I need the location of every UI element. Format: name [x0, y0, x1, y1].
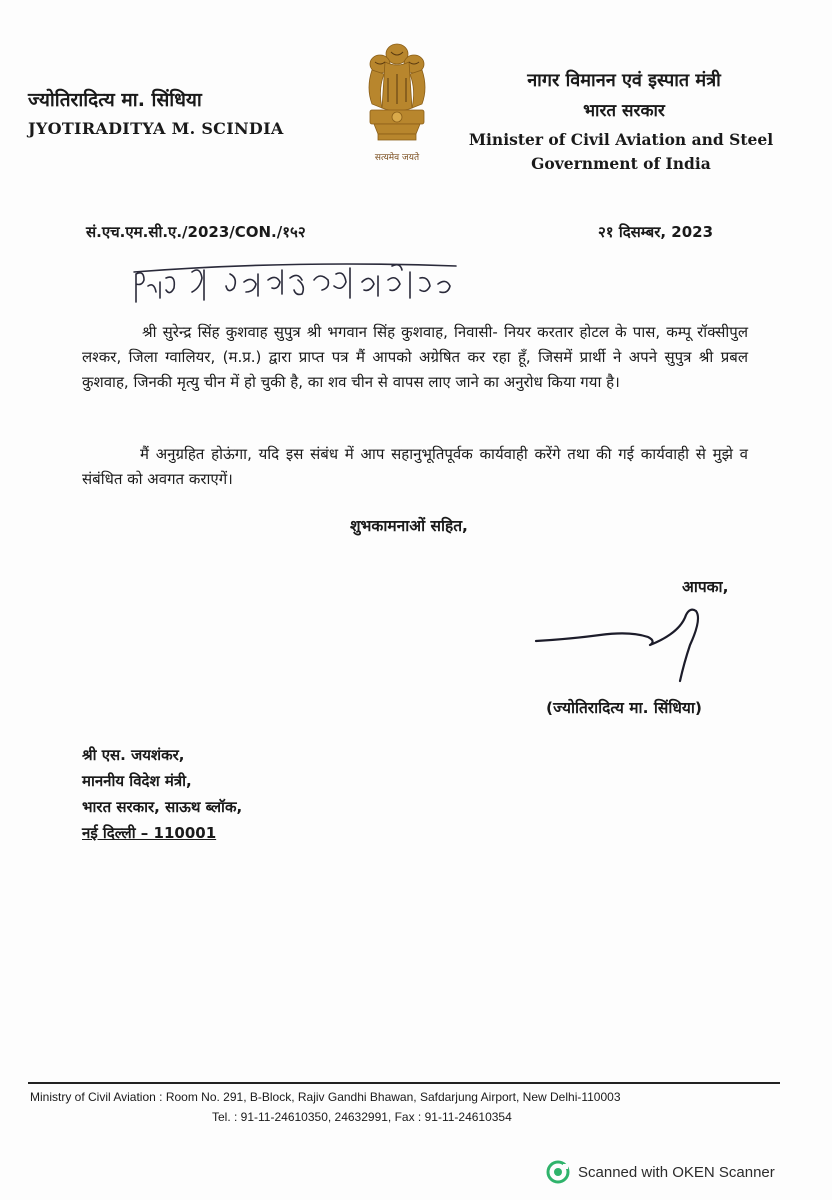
footer-divider	[28, 1082, 780, 1084]
signature-image	[530, 605, 750, 685]
addressee-line-2: माननीय विदेश मंत्री,	[82, 772, 192, 790]
body-paragraph-2: मैं अनुग्रहित होऊंगा, यदि इस संबंध में आप सहानुभूतिपूर्वक कार्यवाही करेंगे तथा की गई कार्यवाही से मुझे व संबंधित को अवगत कराएगें।	[82, 445, 748, 488]
designation-english-line2: Government of India	[531, 154, 711, 173]
scanner-badge	[546, 1160, 775, 1184]
addressee-line-1: श्री एस. जयशंकर,	[82, 746, 185, 764]
footer-address: Ministry of Civil Aviation : Room No. 291, B-Block, Rajiv Gandhi Bhawan, Safdarjung Airport, New Delhi-110003	[30, 1090, 621, 1104]
body-paragraph-1: श्री सुरेन्द्र सिंह कुशवाह सुपुत्र श्री भगवान सिंह कुशवाह, निवासी- नियर करतार होटल के पास, कम्पू रॉक्सीपुल लश्कर, जिला ग्वालियर, (म.प्र.) द्वारा प्राप्त पत्र मैं आपको अग्रेषित कर रहा हूँ, जिसमें प्रार्थी ने अपने सुपुत्र श्री प्रबल कुशवाह, जिनकी मृत्यु चीन में हो चुकी है, का शव चीन से वापस लाए जाने का अनुरोध किया गया है।	[82, 323, 748, 391]
designation-english-line1: Minister of Civil Aviation and Steel	[468, 130, 774, 149]
scanner-label: Scanned with OKEN Scanner	[578, 1163, 775, 1181]
designation-hindi-line2: भारत सरकार	[583, 101, 665, 121]
footer-contact: Tel. : 91-11-24610350, 24632991, Fax : 91-11-24610354	[212, 1110, 512, 1124]
oken-scanner-icon	[546, 1160, 570, 1184]
addressee-line-3: भारत सरकार, साऊथ ब्लॉक,	[82, 798, 243, 816]
emblem-motto: सत्यमेव जयते	[374, 153, 420, 163]
designation-hindi-line1: नागर विमानन एवं इस्पात मंत्री	[527, 70, 721, 91]
closing-yours: आपका,	[682, 578, 729, 596]
signatory-name: (ज्योतिरादित्य मा. सिंधिया)	[546, 699, 702, 717]
reference-number: सं.एच.एम.सी.ए./2023/CON./१५२	[86, 223, 306, 241]
handwritten-salutation	[130, 252, 460, 312]
closing-regards: शुभकामनाओं सहित,	[350, 517, 468, 535]
addressee-line-4: नई दिल्ली – 110001	[82, 824, 217, 842]
sender-name-english: JYOTIRADITYA M. SCINDIA	[28, 119, 284, 138]
letter-date: २१ दिसम्बर, 2023	[598, 223, 714, 241]
sender-name-hindi: ज्योतिरादित्य मा. सिंधिया	[28, 89, 202, 111]
